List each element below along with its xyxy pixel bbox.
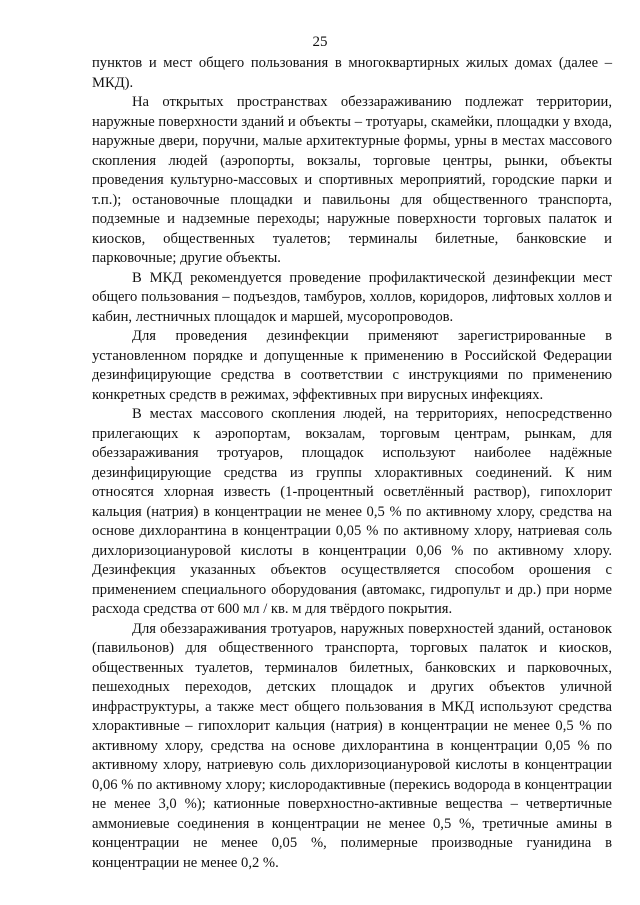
paragraph-crowded-places: В местах массового скопления людей, на территориях, непосредственно прилегающих к аэропортам, вокзалам, торговым центрам, рынкам, для обеззараживания тротуаров, площадок используют наиболее надёжные дезинфицирующие средства из группы хлорактивных соединений. К ним относятся хлорная известь (1-процентный осветлённый раствор), гипохлорит кальция (натрия) в концентрации не менее 0,5 % по активному хлору, средства на основе дихлорантина в концентрации 0,05 % по активному хлору, натриевая соль дихлоризоциануровой кислоты в концентрации 0,06 % по активному хлору. Дезинфекция указанных объектов осуществляется способом орошения с применением специального оборудования (автомакс, гидропульт и др.) при норме расхода средства от 600 мл / кв. м для твёрдого покрытия. [92,406,612,617]
paragraph-continuation: пунктов и мест общего пользования в многоквартирных жилых домах (далее – МКД). [92,55,612,91]
paragraph-sidewalk-disinfection: Для обеззараживания тротуаров, наружных поверхностей зданий, остановок (павильонов) для общественного транспорта, торговых палаток и киосков, общественных туалетов, терминалов билетных, банковских и парковочных, пешеходных переходов, детских площадок и других объектов уличной инфраструктуры, а также мест общего пользования в МКД используют средства хлорактивные – гипохлорит кальция (натрия) в концентрации не менее 0,5 % по активному хлору, средства на основе дихлорантина в концентрации 0,05 % по активному хлору, натриевую соль дихлоризоциануровой кислоты в концентрации 0,06 % по активному хлору; кислородактивные (перекись водорода в концентрации не менее 3,0 %); катионные поверхностно-активные вещества – четвертичные аммониевые соединения в концентрации не менее 0,5 %, третичные амины в концентрации не менее 0,05 %, полимерные производные гуанидина в концентрации не менее 0,2 %. [92,620,612,871]
paragraph-mkd-disinfection: В МКД рекомендуется проведение профилактической дезинфекции мест общего пользования – подъездов, тамбуров, холлов, коридоров, лифтовых холлов и кабин, лестничных площадок и маршей, мусоропроводов. [92,269,612,325]
paragraph-registered-agents: Для проведения дезинфекции применяют зарегистрированные в установленном порядке и допущенные к применению в Российской Федерации дезинфицирующие средства в соответствии с инструкциями по применению конкретных средств в режимах, эффективных при вирусных инфекциях. [92,328,612,403]
document-body [92,54,612,873]
page-number: 25 [312,34,328,50]
paragraph-open-spaces: На открытых пространствах обеззараживанию подлежат территории, наружные поверхности зданий и объекты – тротуары, скамейки, площадки у входа, наружные двери, поручни, малые архитектурные формы, урны в местах массового скопления людей (аэропорты, вокзалы, торговые центры, рынки, объекты проведения культурно-массовых и спортивных мероприятий, городские парки и т.п.); остановочные площадки и павильоны для общественного транспорта, подземные и надземные переходы; наружные поверхности торговых палаток и киосков, общественных туалетов; терминалы билетные, банковские и парковочные; другие объекты. [92,94,612,266]
